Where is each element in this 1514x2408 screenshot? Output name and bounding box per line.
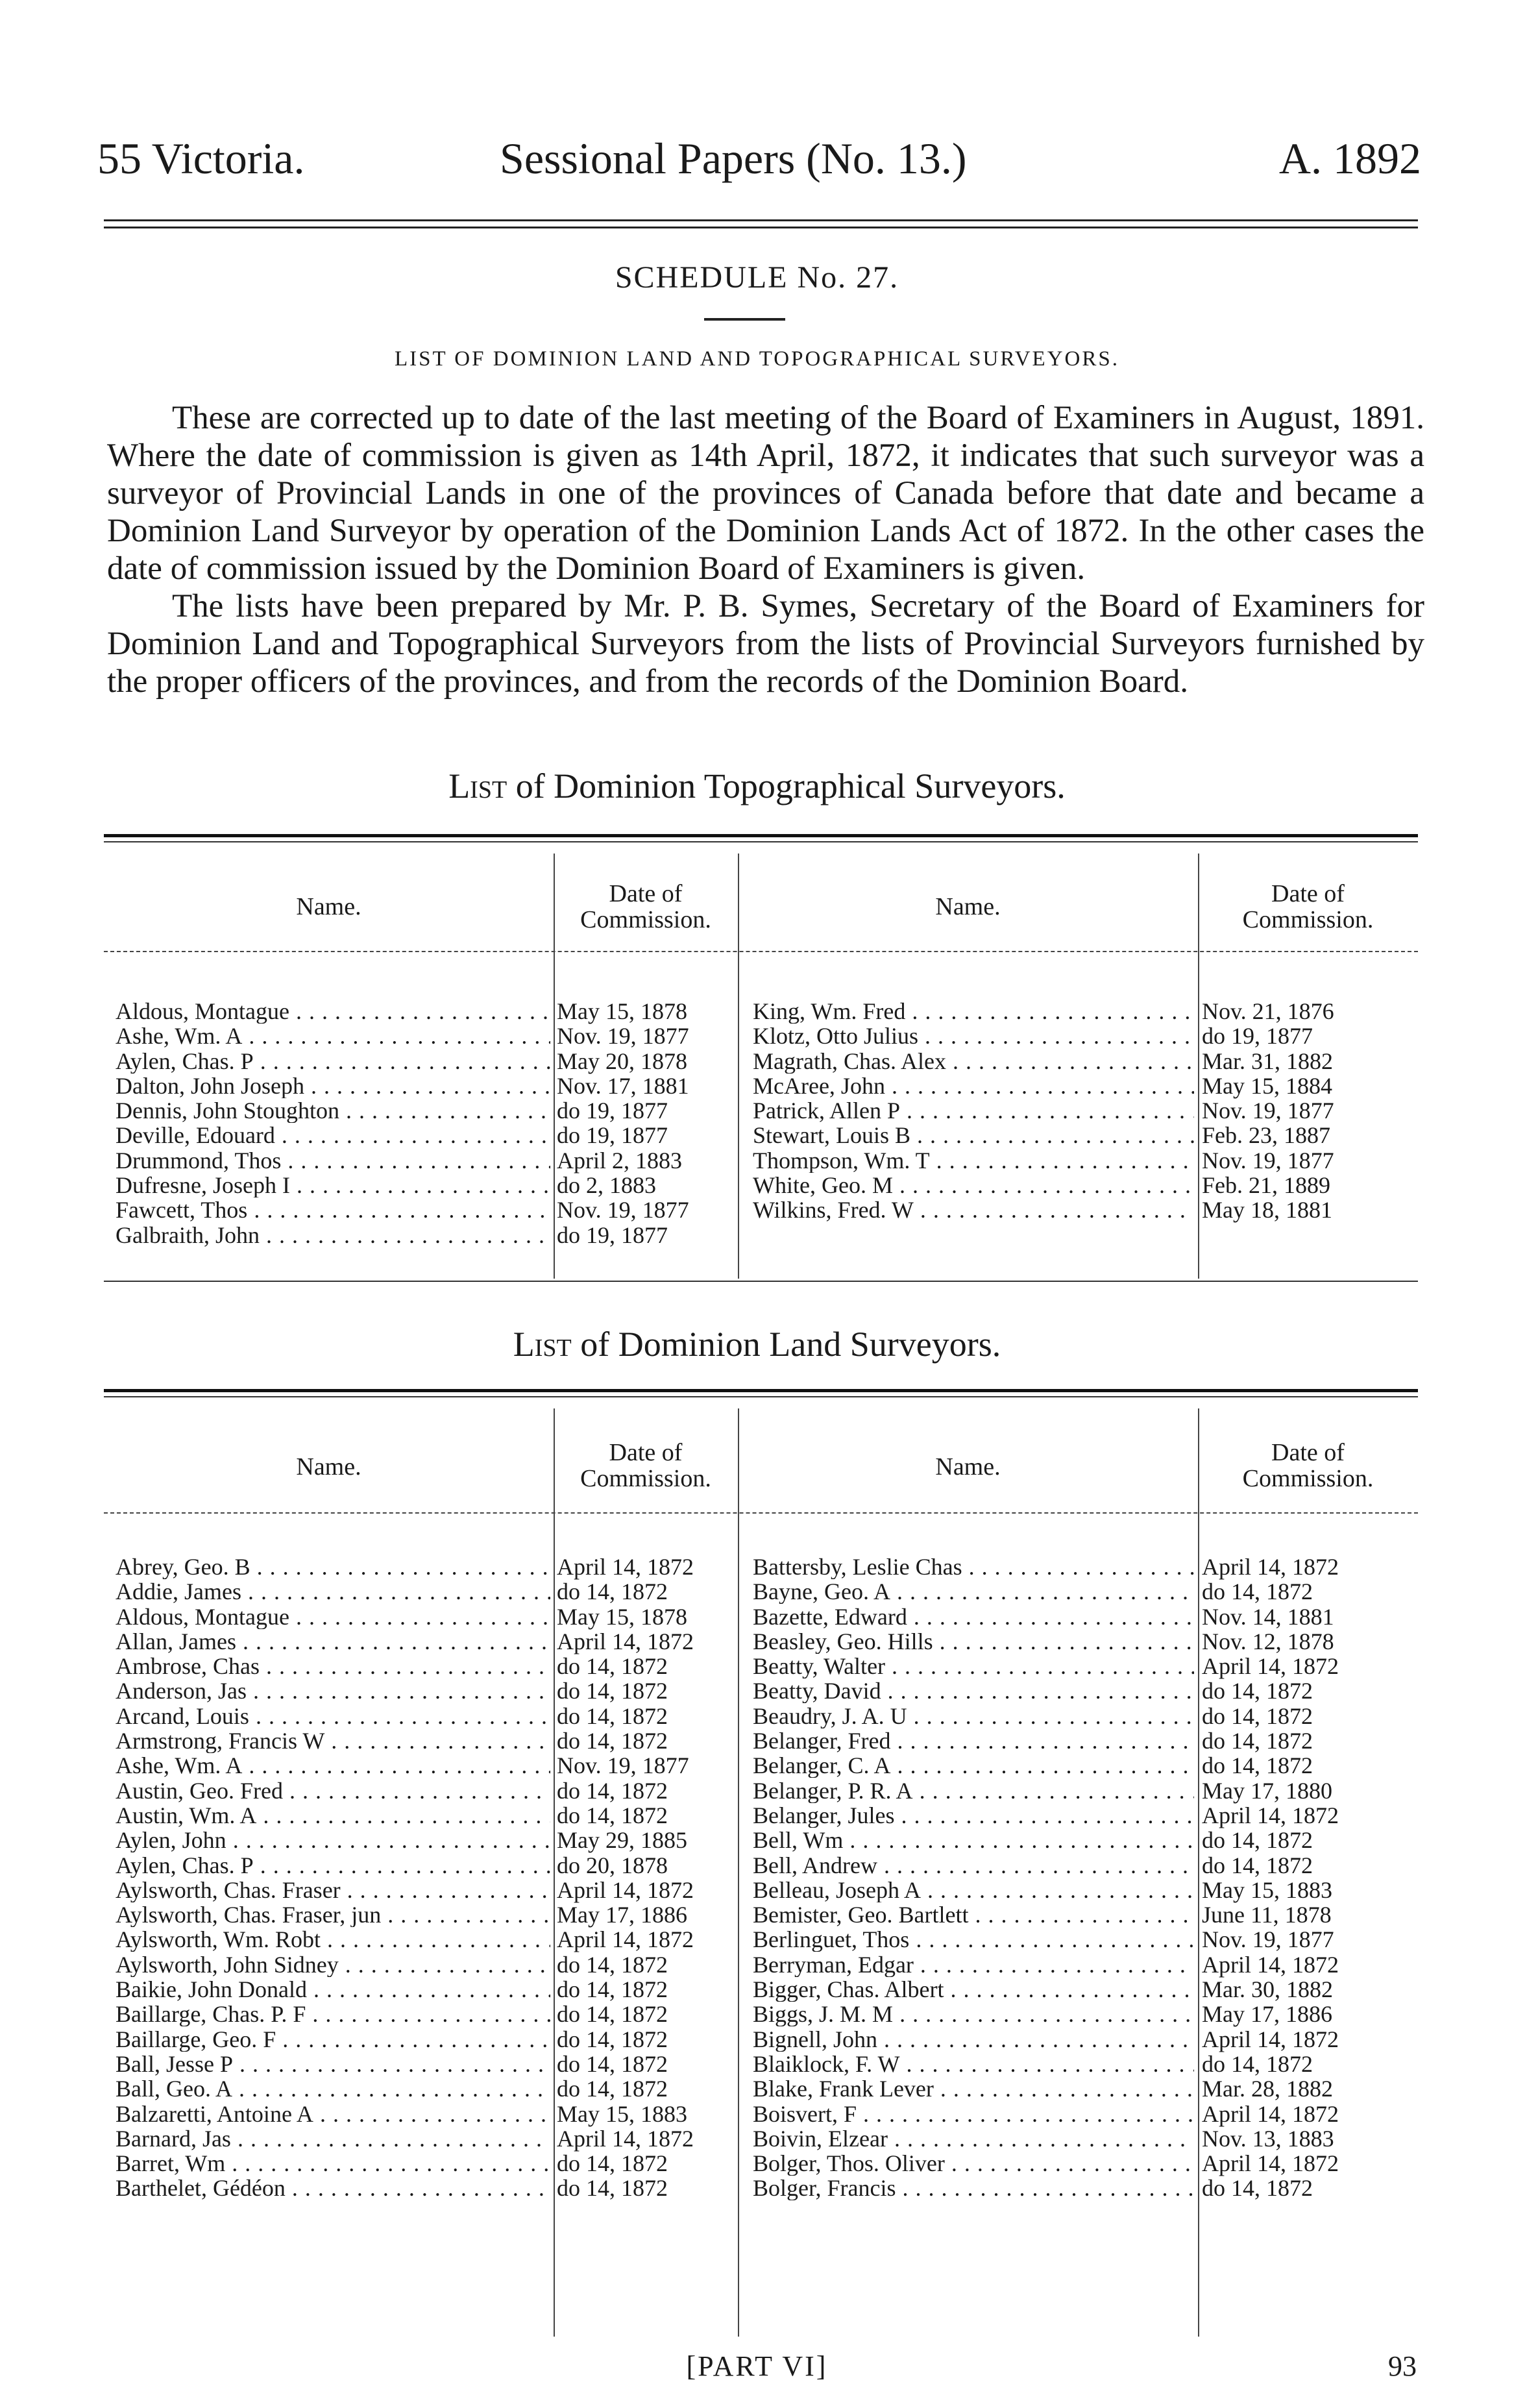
surveyor-name: Aylsworth, Wm. Robt . . . — [116, 1927, 550, 1952]
commission-date: do 14, 1872 — [557, 2001, 668, 2028]
col-header-date: Date of Commission. — [1242, 880, 1374, 933]
table-row — [753, 1878, 1418, 1902]
table-row — [753, 1123, 1418, 1148]
commission-date: Nov. 19, 1877 — [557, 1752, 689, 1779]
commission-date: Nov. 13, 1883 — [1202, 2125, 1334, 2152]
table-row — [753, 1198, 1418, 1222]
commission-date: do 14, 1872 — [1202, 1579, 1313, 1605]
table-row — [116, 1704, 739, 1728]
surveyor-name: Drummond, Thos . . . — [116, 1148, 550, 1173]
table-row — [116, 1778, 739, 1803]
commission-date: April 14, 1872 — [1202, 2150, 1339, 2177]
surveyor-name: King, Wm. Fred . . . — [753, 999, 1194, 1024]
table-row — [116, 1927, 739, 1952]
commission-date: April 2, 1883 — [557, 1147, 682, 1173]
commission-date: Nov. 19, 1877 — [1202, 1926, 1334, 1953]
commission-date: April 14, 1872 — [1202, 2100, 1339, 2127]
surveyor-name: Bignell, John . . . — [753, 2027, 1194, 2052]
topographical-rows-right — [753, 999, 1418, 1223]
surveyor-name: Aylsworth, John Sidney . . . — [116, 1952, 550, 1977]
table-row — [753, 2076, 1418, 2101]
commission-date: do 14, 1872 — [1202, 1827, 1313, 1854]
topographical-title: List of Dominion Topographical Surveyors. — [448, 767, 1066, 805]
commission-date: do 2, 1883 — [557, 1172, 656, 1199]
commission-date: do 14, 1872 — [557, 1951, 668, 1978]
intro-text — [107, 399, 1424, 700]
land-rows-left — [116, 1554, 739, 2201]
commission-date: do 19, 1877 — [557, 1098, 668, 1124]
commission-date: Nov. 19, 1877 — [557, 1023, 689, 1050]
surveyor-name: Arcand, Louis . . . — [116, 1704, 550, 1728]
commission-date: do 14, 1872 — [557, 2175, 668, 2202]
surveyor-name: Battersby, Leslie Chas . . . — [753, 1554, 1194, 1579]
land-rows-right — [753, 1554, 1418, 2201]
commission-date: April 14, 1872 — [1202, 1653, 1339, 1680]
surveyor-name: Baikie, John Donald . . . — [116, 1977, 550, 2002]
commission-date: Nov. 17, 1881 — [557, 1072, 689, 1099]
table-row — [116, 1977, 739, 2002]
surveyor-name: Berryman, Edgar . . . — [753, 1952, 1194, 1977]
commission-date: May 17, 1880 — [1202, 1777, 1332, 1804]
table-row — [753, 1927, 1418, 1952]
surveyor-name: Barthelet, Gédéon . . . — [116, 2176, 550, 2200]
table-row — [753, 1828, 1418, 1852]
table-row — [753, 999, 1418, 1024]
surveyor-name: Patrick, Allen P . . . — [753, 1098, 1194, 1123]
surveyor-name: Bell, Wm . . . — [753, 1828, 1194, 1852]
col-header-date: Date of Commission. — [580, 1439, 711, 1492]
commission-date: Nov. 14, 1881 — [1202, 1603, 1334, 1630]
surveyor-name: Belanger, Fred . . . — [753, 1728, 1194, 1753]
commission-date: do 14, 1872 — [1202, 1678, 1313, 1704]
commission-date: Nov. 19, 1877 — [1202, 1147, 1334, 1173]
surveyor-name: Fawcett, Thos . . . — [116, 1198, 550, 1222]
surveyor-name: Aldous, Montague . . . — [116, 1604, 550, 1629]
running-header — [97, 133, 1421, 191]
table-row — [753, 1803, 1418, 1828]
table-row — [116, 1579, 739, 1604]
table-row — [116, 2002, 739, 2026]
surveyor-name: Belleau, Joseph A . . . — [753, 1878, 1194, 1902]
intro-paragraph-2: The lists have been prepared by Mr. P. B. Symes, Secretary of the Board of Examiners for Dominion Land and Topographical Surveyors from the lists of Provincial Surveyors furnished by the proper officers of the provinces, and from the records of the Dominion Board. — [107, 588, 1424, 700]
commission-date: April 14, 1872 — [557, 2125, 694, 2152]
header-rule — [104, 219, 1418, 228]
commission-date: April 14, 1872 — [557, 1554, 694, 1580]
surveyor-name: Bigger, Chas. Albert . . . — [753, 1977, 1194, 2002]
table-row — [753, 1654, 1418, 1678]
title-divider — [704, 318, 785, 321]
commission-date: do 14, 1872 — [557, 1777, 668, 1804]
table-row — [753, 1753, 1418, 1778]
commission-date: do 14, 1872 — [557, 1976, 668, 2003]
table-row — [116, 1148, 739, 1173]
table-row — [116, 1753, 739, 1778]
commission-date: do 14, 1872 — [557, 2076, 668, 2102]
surveyor-name: Blake, Frank Lever . . . — [753, 2076, 1194, 2101]
table-row — [753, 1098, 1418, 1123]
surveyor-name: Blaiklock, F. W . . . — [753, 2052, 1194, 2076]
commission-date: do 14, 1872 — [1202, 1702, 1313, 1729]
surveyor-name: Belanger, Jules . . . — [753, 1803, 1194, 1828]
table-row — [116, 1803, 739, 1828]
commission-date: do 14, 1872 — [557, 2026, 668, 2052]
surveyor-name: Stewart, Louis B . . . — [753, 1123, 1194, 1148]
table-row — [116, 1654, 739, 1678]
commission-date: do 14, 1872 — [557, 2050, 668, 2077]
surveyor-name: Austin, Wm. A . . . — [116, 1803, 550, 1828]
surveyor-name: Magrath, Chas. Alex . . . — [753, 1049, 1194, 1074]
table-row — [753, 1173, 1418, 1198]
surveyor-name: Baillarge, Geo. F . . . — [116, 2027, 550, 2052]
table-row — [753, 2027, 1418, 2052]
table-row — [116, 2151, 739, 2176]
commission-date: do 14, 1872 — [557, 1579, 668, 1605]
surveyor-name: Thompson, Wm. T . . . — [753, 1148, 1194, 1173]
surveyor-name: Aylen, John . . . — [116, 1828, 550, 1852]
col-header-date: Date of Commission. — [580, 880, 711, 933]
intro-paragraph-1: These are corrected up to date of the last meeting of the Board of Examiners in August, 1891. Where the date of commission is given as 14th April, 1872, it indicates that such surveyor was a surveyor of Provincial Lands in one of the provinces of Canada before that date and became a Dominion Land Surveyor by operation of the Dominion Lands Act of 1872. In the other cases the date of commission issued by the Dominion Board of Examiners is given. — [107, 400, 1424, 587]
surveyor-name: Dalton, John Joseph . . . — [116, 1074, 550, 1098]
surveyor-name: Bazette, Edward . . . — [753, 1604, 1194, 1629]
surveyor-name: Ambrose, Chas . . . — [116, 1654, 550, 1678]
table-row — [753, 2151, 1418, 2176]
table-row — [753, 2126, 1418, 2151]
table-row — [116, 1098, 739, 1123]
commission-date: do 14, 1872 — [1202, 1752, 1313, 1779]
surveyor-name: Beatty, Walter . . . — [753, 1654, 1194, 1678]
table-row — [116, 2027, 739, 2052]
surveyor-name: Beaudry, J. A. U . . . — [753, 1704, 1194, 1728]
commission-date: do 14, 1872 — [557, 1702, 668, 1729]
surveyor-name: Klotz, Otto Julius . . . — [753, 1024, 1194, 1048]
surveyor-name: Wilkins, Fred. W . . . — [753, 1198, 1194, 1222]
table-row — [753, 1728, 1418, 1753]
table-row — [753, 1074, 1418, 1098]
surveyor-name: Biggs, J. M. M . . . — [753, 2002, 1194, 2026]
surveyor-name: Aldous, Montague . . . — [116, 999, 550, 1024]
header-title: Sessional Papers (No. 13.) — [500, 134, 967, 183]
commission-date: do 19, 1877 — [557, 1222, 668, 1248]
table-row — [116, 999, 739, 1024]
surveyor-name: Anderson, Jas . . . — [116, 1678, 550, 1703]
surveyor-name: Aylen, Chas. P . . . — [116, 1853, 550, 1878]
surveyor-name: Bemister, Geo. Bartlett . . . — [753, 1902, 1194, 1927]
surveyor-name: Bolger, Francis . . . — [753, 2176, 1194, 2200]
surveyor-name: Barnard, Jas . . . — [116, 2126, 550, 2151]
col-header-name: Name. — [935, 893, 1001, 920]
commission-date: do 14, 1872 — [557, 2150, 668, 2177]
table-row — [116, 1198, 739, 1222]
commission-date: Feb. 21, 1889 — [1202, 1172, 1330, 1199]
commission-date: do 20, 1878 — [557, 1852, 668, 1878]
surveyor-name: Aylsworth, Chas. Fraser . . . — [116, 1878, 550, 1902]
surveyor-name: Beasley, Geo. Hills . . . — [753, 1629, 1194, 1654]
table-row — [116, 1123, 739, 1148]
surveyor-name: Baillarge, Chas. P. F . . . — [116, 2002, 550, 2026]
commission-date: April 14, 1872 — [1202, 1802, 1339, 1828]
table-row — [753, 2052, 1418, 2076]
table-row — [116, 1223, 739, 1247]
table-row — [753, 2102, 1418, 2126]
commission-date: May 15, 1883 — [557, 2100, 687, 2127]
surveyor-name: White, Geo. M . . . — [753, 1173, 1194, 1198]
surveyor-name: Ball, Jesse P . . . — [116, 2052, 550, 2076]
table-row — [753, 2176, 1418, 2200]
surveyor-name: Ashe, Wm. A . . . — [116, 1024, 550, 1048]
commission-date: April 14, 1872 — [557, 1628, 694, 1654]
commission-date: do 14, 1872 — [1202, 1728, 1313, 1754]
surveyor-name: Addie, James . . . — [116, 1579, 550, 1604]
commission-date: May 15, 1878 — [557, 1603, 687, 1630]
table-row — [116, 1853, 739, 1878]
col-header-date: Date of Commission. — [1242, 1439, 1374, 1492]
schedule-title: SCHEDULE No. 27. — [615, 260, 899, 295]
commission-date: do 19, 1877 — [1202, 1023, 1313, 1050]
surveyor-name: Ball, Geo. A . . . — [116, 2076, 550, 2101]
col-header-name: Name. — [935, 1453, 1001, 1480]
surveyor-name: Dufresne, Joseph I . . . — [116, 1173, 550, 1198]
table-row — [753, 1977, 1418, 2002]
commission-date: do 14, 1872 — [557, 1653, 668, 1680]
commission-date: April 14, 1872 — [557, 1926, 694, 1953]
commission-date: do 14, 1872 — [1202, 2175, 1313, 2202]
commission-date: Nov. 19, 1877 — [1202, 1098, 1334, 1124]
commission-date: May 17, 1886 — [557, 1902, 687, 1928]
header-session: 55 Victoria. — [97, 134, 305, 183]
commission-date: May 15, 1884 — [1202, 1072, 1332, 1099]
table-row — [116, 1678, 739, 1703]
commission-date: do 14, 1872 — [1202, 1852, 1313, 1878]
surveyor-name: Deville, Edouard . . . — [116, 1123, 550, 1148]
footer-part-label: [PART VI] — [686, 2350, 828, 2382]
table-row — [753, 1952, 1418, 1977]
commission-date: do 14, 1872 — [557, 1802, 668, 1828]
table-row — [753, 1853, 1418, 1878]
table-row — [753, 1024, 1418, 1048]
surveyor-name: Abrey, Geo. B . . . — [116, 1554, 550, 1579]
commission-date: May 20, 1878 — [557, 1048, 687, 1074]
commission-date: do 19, 1877 — [557, 1122, 668, 1149]
table-row — [116, 1878, 739, 1902]
table-row — [116, 1604, 739, 1629]
topographical-table — [104, 834, 1418, 1282]
surveyor-name: Armstrong, Francis W . . . — [116, 1728, 550, 1753]
surveyor-name: Belanger, P. R. A . . . — [753, 1778, 1194, 1803]
surveyor-name: Aylen, Chas. P . . . — [116, 1049, 550, 1074]
topographical-rows-left — [116, 999, 739, 1247]
table-row — [116, 2052, 739, 2076]
table-row — [753, 1629, 1418, 1654]
table-row — [753, 1778, 1418, 1803]
table-row — [753, 1902, 1418, 1927]
commission-date: April 14, 1872 — [557, 1876, 694, 1903]
table-row — [753, 1049, 1418, 1074]
surveyor-name: Belanger, C. A . . . — [753, 1753, 1194, 1778]
table-row — [753, 2002, 1418, 2026]
table-row — [116, 1728, 739, 1753]
surveyor-name: Berlinguet, Thos . . . — [753, 1927, 1194, 1952]
commission-date: May 17, 1886 — [1202, 2001, 1332, 2028]
commission-date: May 18, 1881 — [1202, 1197, 1332, 1223]
commission-date: Mar. 28, 1882 — [1202, 2076, 1333, 2102]
table-row — [116, 1024, 739, 1048]
surveyor-name: Beatty, David . . . — [753, 1678, 1194, 1703]
commission-date: Mar. 30, 1882 — [1202, 1976, 1333, 2003]
surveyor-name: Bayne, Geo. A . . . — [753, 1579, 1194, 1604]
commission-date: May 15, 1883 — [1202, 1876, 1332, 1903]
table-row — [116, 1629, 739, 1654]
table-row — [753, 1554, 1418, 1579]
table-row — [116, 1952, 739, 1977]
table-row — [116, 2102, 739, 2126]
table-row — [116, 2176, 739, 2200]
commission-date: do 14, 1872 — [557, 1728, 668, 1754]
surveyor-name: Bell, Andrew . . . — [753, 1853, 1194, 1878]
list-heading: LIST OF DOMINION LAND AND TOPOGRAPHICAL SURVEYORS. — [395, 347, 1119, 371]
surveyor-name: McAree, John . . . — [753, 1074, 1194, 1098]
commission-date: Nov. 19, 1877 — [557, 1197, 689, 1223]
surveyor-name: Ashe, Wm. A . . . — [116, 1753, 550, 1778]
surveyor-name: Austin, Geo. Fred . . . — [116, 1778, 550, 1803]
table-row — [753, 1678, 1418, 1703]
commission-date: Mar. 31, 1882 — [1202, 1048, 1333, 1074]
surveyor-name: Aylsworth, Chas. Fraser, jun . . . — [116, 1902, 550, 1927]
header-year: A. 1892 — [1278, 134, 1421, 183]
land-table — [104, 1389, 1418, 2337]
surveyor-name: Boivin, Elzear . . . — [753, 2126, 1194, 2151]
commission-date: April 14, 1872 — [1202, 2026, 1339, 2052]
table-row — [753, 1148, 1418, 1173]
surveyor-name: Galbraith, John . . . — [116, 1223, 550, 1247]
commission-date: Nov. 21, 1876 — [1202, 998, 1334, 1024]
commission-date: May 15, 1878 — [557, 998, 687, 1024]
table-row — [753, 1579, 1418, 1604]
surveyor-name: Boisvert, F . . . — [753, 2102, 1194, 2126]
table-row — [116, 2076, 739, 2101]
commission-date: May 29, 1885 — [557, 1827, 687, 1854]
surveyor-name: Barret, Wm . . . — [116, 2151, 550, 2176]
col-header-name: Name. — [296, 1453, 361, 1480]
surveyor-name: Allan, James . . . — [116, 1629, 550, 1654]
commission-date: do 14, 1872 — [1202, 2050, 1313, 2077]
table-row — [116, 1828, 739, 1852]
table-row — [753, 1604, 1418, 1629]
table-row — [116, 1554, 739, 1579]
commission-date: do 14, 1872 — [557, 1678, 668, 1704]
col-header-name: Name. — [296, 893, 361, 920]
commission-date: June 11, 1878 — [1202, 1902, 1332, 1928]
commission-date: April 14, 1872 — [1202, 1554, 1339, 1580]
surveyor-name: Bolger, Thos. Oliver . . . — [753, 2151, 1194, 2176]
surveyor-name: Balzaretti, Antoine A . . . — [116, 2102, 550, 2126]
commission-date: April 14, 1872 — [1202, 1951, 1339, 1978]
surveyor-name: Dennis, John Stoughton . . . — [116, 1098, 550, 1123]
table-row — [116, 1173, 739, 1198]
table-row — [116, 2126, 739, 2151]
table-row — [753, 1704, 1418, 1728]
commission-date: Feb. 23, 1887 — [1202, 1122, 1330, 1149]
page-number: 93 — [1388, 2350, 1417, 2382]
table-row — [116, 1074, 739, 1098]
land-title: List of Dominion Land Surveyors. — [513, 1325, 1001, 1364]
commission-date: Nov. 12, 1878 — [1202, 1628, 1334, 1654]
table-row — [116, 1049, 739, 1074]
table-row — [116, 1902, 739, 1927]
